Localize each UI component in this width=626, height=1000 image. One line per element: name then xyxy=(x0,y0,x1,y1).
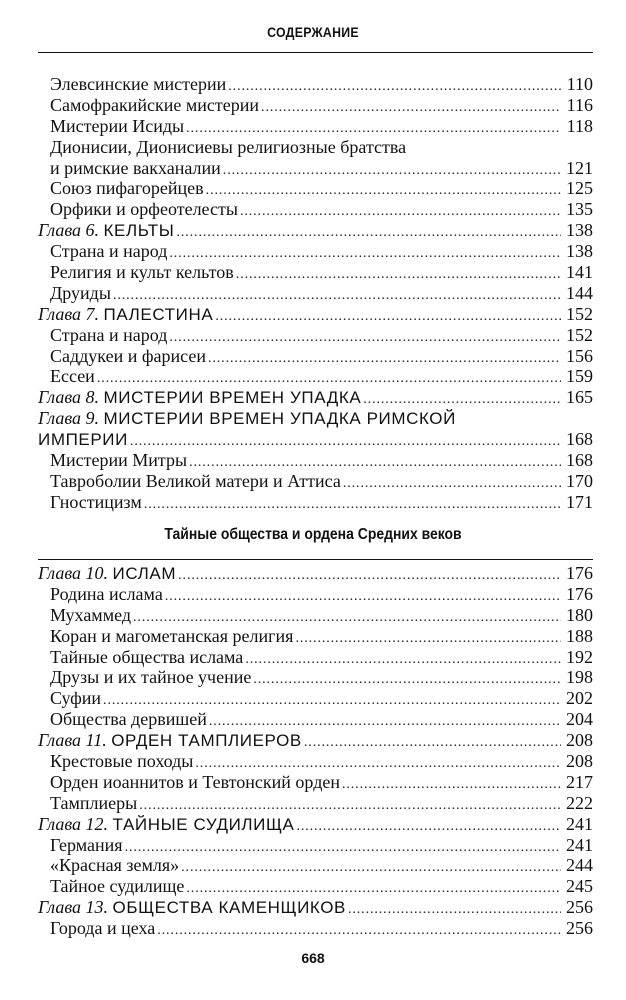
toc-entry xyxy=(38,178,593,199)
toc-entry-title xyxy=(38,304,213,326)
toc-entry-title: Друиды xyxy=(50,282,111,303)
page-ref: 165 xyxy=(566,387,593,408)
toc-entry-title: Саддукеи и фарисеи xyxy=(50,345,206,366)
toc-entry-title: Ессеи xyxy=(50,366,95,387)
page-ref: 121 xyxy=(566,157,593,178)
toc-entry xyxy=(38,158,593,179)
page-ref: 144 xyxy=(566,282,593,303)
page-ref: 256 xyxy=(566,897,593,918)
page-ref: 176 xyxy=(566,563,593,583)
toc-entry xyxy=(38,918,593,939)
chapter-label: Глава 13. xyxy=(38,897,109,918)
toc-entry-title: Родина ислама xyxy=(50,583,163,604)
toc-entry-title: Религия и культ кельтов xyxy=(50,262,234,283)
toc-entry-title xyxy=(38,387,361,409)
toc-list-ancient-mysteries xyxy=(38,74,593,513)
toc-entry-title xyxy=(38,814,294,836)
toc-entry xyxy=(38,262,593,283)
page-ref: 156 xyxy=(566,345,593,366)
toc-entry xyxy=(38,709,593,730)
chapter-label: Глава 6. xyxy=(38,220,100,241)
toc-entry-title: «Красная земля» xyxy=(50,855,180,876)
toc-entry-title: Страна и народ xyxy=(50,241,168,262)
toc-entry xyxy=(38,855,593,876)
dot-leader xyxy=(144,492,561,516)
page-ref: 135 xyxy=(566,199,593,220)
chapter-title: ИСЛАМ xyxy=(112,564,177,583)
dot-leader xyxy=(157,918,561,942)
toc-entry-title: и римские вакханалии xyxy=(50,157,221,178)
page-ref: 202 xyxy=(566,688,593,709)
toc-entry xyxy=(38,429,593,450)
toc-chapter-entry xyxy=(38,814,593,835)
toc-chapter-entry xyxy=(38,563,593,584)
chapter-label: Глава 8. xyxy=(38,387,100,408)
toc-entry xyxy=(38,199,593,220)
page-ref: 198 xyxy=(566,667,593,688)
page-ref: 168 xyxy=(566,429,593,450)
toc-entry-title: Коран и магометанская религия xyxy=(50,625,294,646)
toc-chapter-entry xyxy=(38,408,593,429)
page-ref: 138 xyxy=(566,241,593,262)
page-ref: 159 xyxy=(566,366,593,387)
page-ref: 116 xyxy=(566,94,593,115)
page-ref: 208 xyxy=(566,751,593,772)
page-ref: 180 xyxy=(566,604,593,625)
toc-entry-title: Друзы и их тайное учение xyxy=(50,667,252,688)
toc-entry-title: Мухаммед xyxy=(50,604,131,625)
page-ref: 171 xyxy=(566,491,593,512)
toc-entry xyxy=(38,688,593,709)
page-ref: 138 xyxy=(566,220,593,241)
page-ref: 188 xyxy=(566,625,593,646)
toc-chapter-entry xyxy=(38,387,593,408)
chapter-label: Глава 9. xyxy=(38,408,100,429)
chapter-title: ОБЩЕСТВА КАМЕНЩИКОВ xyxy=(112,898,346,918)
chapter-title: КЕЛЬТЫ xyxy=(103,221,175,241)
toc-entry-title: Орден иоаннитов и Тевтонский орден xyxy=(50,771,340,792)
page-ref: 152 xyxy=(566,324,593,345)
page-ref: 208 xyxy=(566,730,593,751)
chapter-title: ТАЙНЫЕ СУДИЛИЩА xyxy=(112,814,295,834)
chapter-label: Глава 7. xyxy=(38,303,100,324)
page-ref: 118 xyxy=(566,115,593,136)
page-ref: 110 xyxy=(566,74,593,94)
toc-entry xyxy=(38,584,593,605)
toc-entry-title: Орфики и орфеотелесты xyxy=(50,199,238,220)
toc-entry xyxy=(38,626,593,647)
chapter-title: МИСТЕРИИ ВРЕМЕН УПАДКА РИМСКОЙ xyxy=(103,409,456,429)
chapter-title: ОРДЕН ТАМПЛИЕРОВ xyxy=(111,731,302,751)
toc-list-middle-ages xyxy=(38,563,593,939)
toc-entry xyxy=(38,137,593,158)
page-ref: 170 xyxy=(566,470,593,491)
chapter-title: ПАЛЕСТИНА xyxy=(103,304,214,324)
toc-entry-title: Гностицизм xyxy=(50,491,142,512)
toc-entry xyxy=(38,366,593,387)
toc-entry xyxy=(38,471,593,492)
toc-entry xyxy=(38,647,593,668)
chapter-title: МИСТЕРИИ ВРЕМЕН УПАДКА xyxy=(103,388,362,408)
toc-entry-title xyxy=(38,897,346,919)
chapter-label: Глава 11. xyxy=(38,730,107,751)
toc-entry-title: Тайное судилище xyxy=(50,876,185,897)
page-ref: 241 xyxy=(566,834,593,855)
toc-entry xyxy=(38,241,593,262)
toc-entry xyxy=(38,283,593,304)
page-ref: 244 xyxy=(566,855,593,876)
toc-entry-title xyxy=(38,220,174,242)
toc-entry xyxy=(38,346,593,367)
section-heading: Тайные общества и ордена Средних веков xyxy=(164,526,462,543)
toc-entry-title: Союз пифагорейцев xyxy=(50,178,204,199)
toc-entry xyxy=(38,325,593,346)
page-ref: 217 xyxy=(566,771,593,792)
page-ref: 245 xyxy=(566,876,593,897)
toc-entry-title: Города и цеха xyxy=(50,918,156,939)
toc-entry-title xyxy=(38,563,176,585)
toc-entry xyxy=(38,492,593,513)
page-ref: 204 xyxy=(566,709,593,730)
toc-chapter-entry xyxy=(38,220,593,241)
header-rule xyxy=(38,52,593,53)
page-ref: 176 xyxy=(566,583,593,604)
toc-chapter-entry xyxy=(38,304,593,325)
page-ref: 168 xyxy=(566,450,593,471)
page-ref: 192 xyxy=(566,646,593,667)
toc-entry xyxy=(38,667,593,688)
toc-entry-title xyxy=(38,730,302,752)
toc-entry-title: Элевсинские мистерии xyxy=(50,74,227,94)
toc-entry xyxy=(38,450,593,471)
toc-entry-title: Страна и народ xyxy=(50,324,168,345)
toc-entry xyxy=(38,751,593,772)
toc-entry-title: Крестовые походы xyxy=(50,751,194,772)
section-rule xyxy=(38,559,593,560)
toc-entry-title: Тавроболии Великой матери и Аттиса xyxy=(50,470,341,491)
chapter-label: Глава 10. xyxy=(38,563,109,583)
page-ref: 241 xyxy=(566,813,593,834)
running-head: СОДЕРЖАНИЕ xyxy=(267,24,359,40)
toc-entry xyxy=(38,793,593,814)
page-number: 668 xyxy=(301,950,325,966)
toc-entry xyxy=(38,605,593,626)
toc-entry-title: Самофракийские мистерии xyxy=(50,94,260,115)
toc-entry-title: Общества дервишей xyxy=(50,709,207,730)
toc-entry-title: Германия xyxy=(50,834,123,855)
toc-entry-title: Тайные общества ислама xyxy=(50,646,244,667)
toc-chapter-entry xyxy=(38,730,593,751)
toc-entry xyxy=(38,772,593,793)
toc-entry xyxy=(38,74,593,95)
toc-entry-title: Суфии xyxy=(50,688,102,709)
page-ref: 125 xyxy=(566,178,593,199)
toc-entry-title: Мистерии Исиды xyxy=(50,115,185,136)
page-ref: 152 xyxy=(566,303,593,324)
toc-entry xyxy=(38,95,593,116)
toc-entry xyxy=(38,876,593,897)
toc-chapter-entry xyxy=(38,897,593,918)
toc-entry-title: ИМПЕРИИ xyxy=(38,430,128,450)
page-ref: 256 xyxy=(566,918,593,939)
page-ref: 222 xyxy=(566,792,593,813)
toc-entry-title: Мистерии Митры xyxy=(50,450,188,471)
toc-entry-title: Дионисии, Дионисиевы религиозные братства xyxy=(50,136,407,157)
page-ref: 141 xyxy=(566,262,593,283)
chapter-label: Глава 12. xyxy=(38,813,109,834)
toc-entry xyxy=(38,116,593,137)
toc-entry xyxy=(38,835,593,856)
toc-entry-title xyxy=(38,408,456,430)
toc-entry-title: Тамплиеры xyxy=(50,792,138,813)
